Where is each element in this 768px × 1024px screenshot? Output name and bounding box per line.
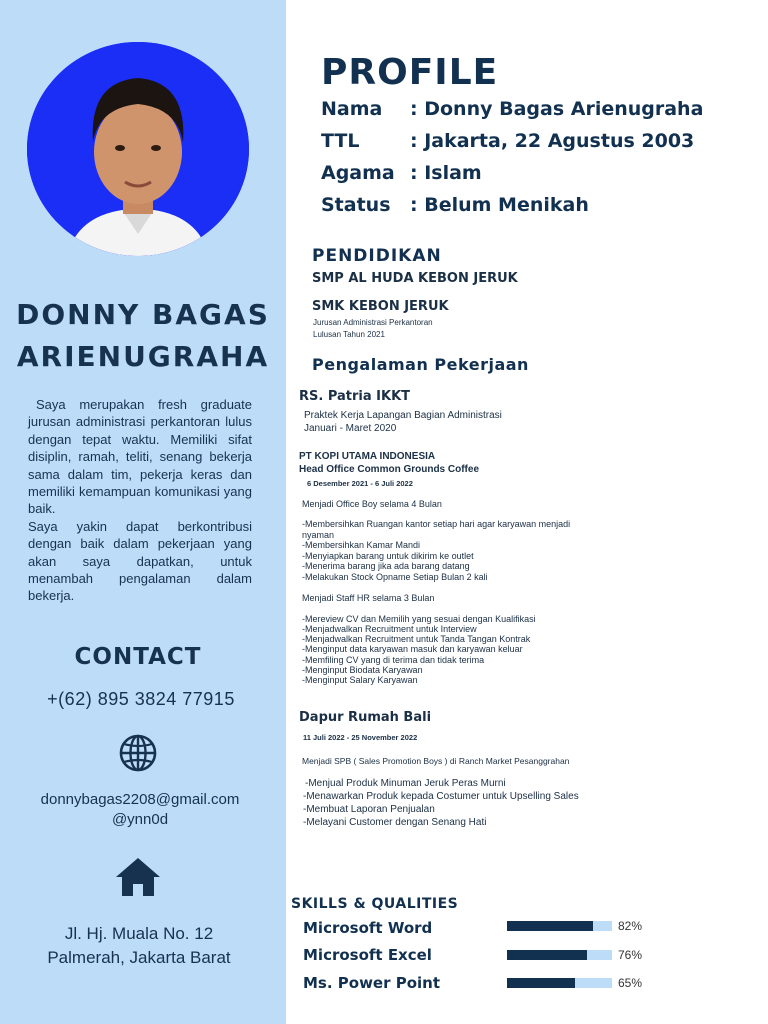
skill-name: Microsoft Word — [303, 919, 433, 937]
profile-value: : Jakarta, 22 Agustus 2003 — [410, 130, 695, 152]
skill-percent: 65% — [618, 976, 643, 990]
sidebar — [0, 0, 286, 1024]
job2-task: -Membersihkan Ruangan kantor setiap hari agar karyawan menjadi — [302, 519, 571, 529]
job2-task: nyaman — [302, 530, 335, 540]
job3-task: -Melayani Customer dengan Senang Hati — [303, 817, 487, 828]
education-school-2: SMK KEBON JERUK — [312, 299, 449, 314]
job2-role-1: Menjadi Office Boy selama 4 Bulan — [302, 499, 442, 509]
experience-title: Pengalaman Pekerjaan — [312, 355, 529, 374]
job3-task: -Menawarkan Produk kepada Costumer untuk Upselling Sales — [303, 791, 579, 802]
about-paragraph-2: Saya yakin dapat berkontribusi dengan baik dalam pekerjaan yang akan saya dapatkan, untuk menambah pengalaman dalam bekerja. — [28, 518, 252, 604]
skill-bar-fill — [507, 921, 593, 931]
contact-title: CONTACT — [74, 644, 202, 670]
job3-period: 11 Juli 2022 - 25 November 2022 — [303, 733, 418, 742]
job2-hr-task: -Memfiling CV yang di terima dan tidak terima — [302, 655, 485, 665]
skill-bar-fill — [507, 950, 587, 960]
job2-office: Head Office Common Grounds Coffee — [299, 464, 480, 475]
about-paragraph-1: Saya merupakan fresh graduate jurusan administrasi perkantoran lulus dengan tepat waktu. Memiliki sifat disiplin, ramah, teliti, senang bekerja sama dalam tim, pekerja keras dan memiliki kemampuan komunikasi yang baik. — [28, 397, 252, 517]
education-year: Lulusan Tahun 2021 — [313, 330, 385, 339]
profile-value: : Donny Bagas Arienugraha — [410, 98, 704, 120]
job1-period: Januari - Maret 2020 — [304, 423, 397, 434]
job2-task: -Menyiapkan barang untuk dikirim ke outlet — [302, 551, 474, 561]
education-major: Jurusan Administrasi Perkantoran — [313, 318, 433, 327]
job2-hr-task: -Menjadwalkan Recruitment untuk Tanda Tangan Kontrak — [302, 634, 531, 644]
email-address: donnybagas2208@gmail.com — [40, 791, 240, 808]
address-line-1: Jl. Hj. Muala No. 12 — [64, 924, 214, 943]
profile-photo — [27, 42, 249, 256]
profile-row-religion — [321, 162, 482, 184]
skill-bar — [507, 921, 612, 931]
skill-bar — [507, 950, 612, 960]
job1-company: RS. Patria IKKT — [299, 389, 411, 404]
profile-label: TTL — [321, 130, 360, 152]
job1-role: Praktek Kerja Lapangan Bagian Administrasi — [304, 410, 502, 421]
job3-role: Menjadi SPB ( Sales Promotion Boys ) di Ranch Market Pesanggrahan — [302, 756, 570, 766]
skill-name: Microsoft Excel — [303, 946, 432, 964]
job2-hr-task: -Menjadwalkan Recruitment untuk Interview — [302, 624, 477, 634]
job2-task: -Membersihkan Kamar Mandi — [302, 540, 421, 550]
profile-label: Status — [321, 194, 391, 216]
skills-title: SKILLS & QUALITIES — [291, 896, 459, 912]
job2-hr-task: -Menginput Biodata Karyawan — [302, 665, 423, 675]
job2-hr-task: -Menginput data karyawan masuk dan karyawan keluar — [302, 644, 523, 654]
name-first-line: DONNY BAGAS — [16, 298, 270, 331]
name-second-line: ARIENUGRAHA — [16, 340, 270, 373]
skill-bar — [507, 978, 612, 988]
phone-number: +(62) 895 3824 77915 — [47, 689, 235, 709]
education-title: PENDIDIKAN — [312, 246, 442, 266]
profile-row-ttl — [321, 130, 694, 152]
education-school-1: SMP AL HUDA KEBON JERUK — [312, 271, 518, 286]
address-line-2: Palmerah, Jakarta Barat — [47, 948, 231, 967]
job2-hr-task: -Mereview CV dan Memilih yang sesuai dengan Kualifikasi — [302, 614, 536, 624]
home-icon — [114, 856, 162, 898]
job3-task: -Membuat Laporan Penjualan — [303, 804, 435, 815]
about-text — [28, 396, 252, 605]
job2-task: -Melakukan Stock Opname Setiap Bulan 2 kali — [302, 572, 488, 582]
skill-bar-fill — [507, 978, 575, 988]
job3-company: Dapur Rumah Bali — [299, 710, 432, 725]
job2-role-2: Menjadi Staff HR selama 3 Bulan — [302, 593, 435, 603]
globe-icon — [118, 733, 158, 773]
social-handle: @ynn0d — [111, 811, 169, 828]
profile-title: PROFILE — [321, 52, 499, 93]
job2-hr-task: -Menginput Salary Karyawan — [302, 675, 418, 685]
job2-period: 6 Desember 2021 - 6 Juli 2022 — [307, 479, 413, 488]
profile-row-name — [321, 98, 703, 120]
skill-percent: 76% — [618, 948, 643, 962]
profile-label: Nama — [321, 98, 383, 120]
job2-task: -Menerima barang jika ada barang datang — [302, 561, 470, 571]
profile-value: : Islam — [410, 162, 482, 184]
skill-percent: 82% — [618, 919, 643, 933]
profile-row-status — [321, 194, 589, 216]
skill-name: Ms. Power Point — [303, 974, 441, 992]
profile-value: : Belum Menikah — [410, 194, 589, 216]
profile-label: Agama — [321, 162, 395, 184]
job3-task: -Menjual Produk Minuman Jeruk Peras Murni — [305, 778, 506, 789]
job2-company: PT KOPI UTAMA INDONESIA — [299, 451, 436, 462]
